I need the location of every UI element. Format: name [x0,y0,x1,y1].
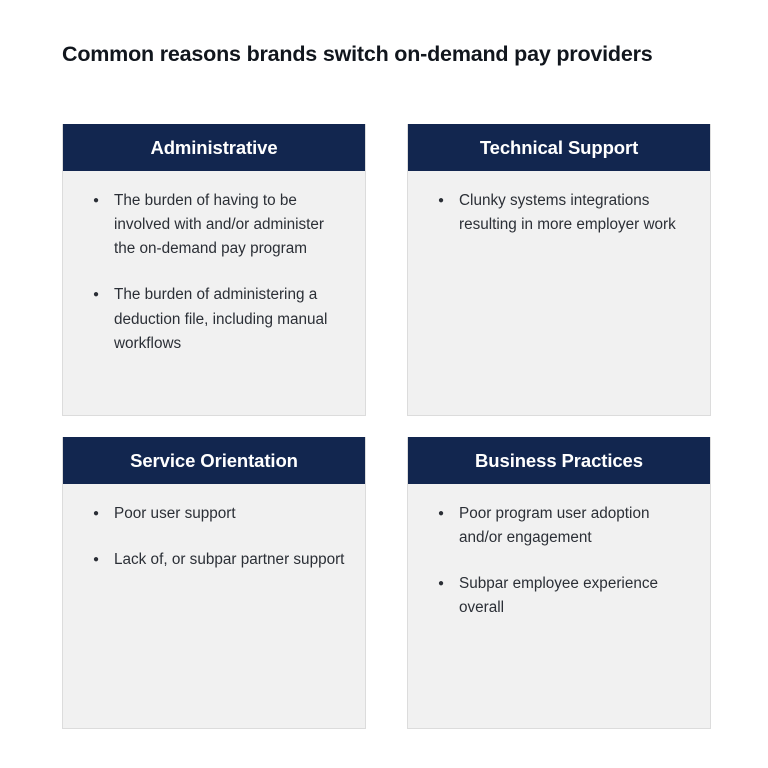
list-item: ● The burden of administering a deduction file, including manual workflows [79,283,349,355]
page-title: Common reasons brands switch on-demand pay providers [62,42,653,66]
card-heading: Service Orientation [63,437,365,484]
list-item: ● Subpar employee experience overall [424,572,694,620]
list-item: ● Clunky systems integrations resulting in more employer work [424,189,694,237]
bullet-list [424,502,694,621]
card-body [408,171,710,415]
list-item: ● Lack of, or subpar partner support [79,548,349,572]
card-body [408,484,710,728]
card-body [63,484,365,728]
card-service-orientation [62,437,366,729]
card-body [63,171,365,415]
list-item: ● Poor program user adoption and/or engagement [424,502,694,550]
card-grid [62,124,711,729]
card-technical-support [407,124,711,416]
list-item: ● Poor user support [79,502,349,526]
list-item: ● The burden of having to be involved with and/or administer the on-demand pay program [79,189,349,261]
card-heading: Business Practices [408,437,710,484]
card-administrative [62,124,366,416]
card-heading: Technical Support [408,124,710,171]
card-heading: Administrative [63,124,365,171]
bullet-list [79,189,349,356]
card-business-practices [407,437,711,729]
bullet-list [424,189,694,237]
bullet-list [79,502,349,572]
